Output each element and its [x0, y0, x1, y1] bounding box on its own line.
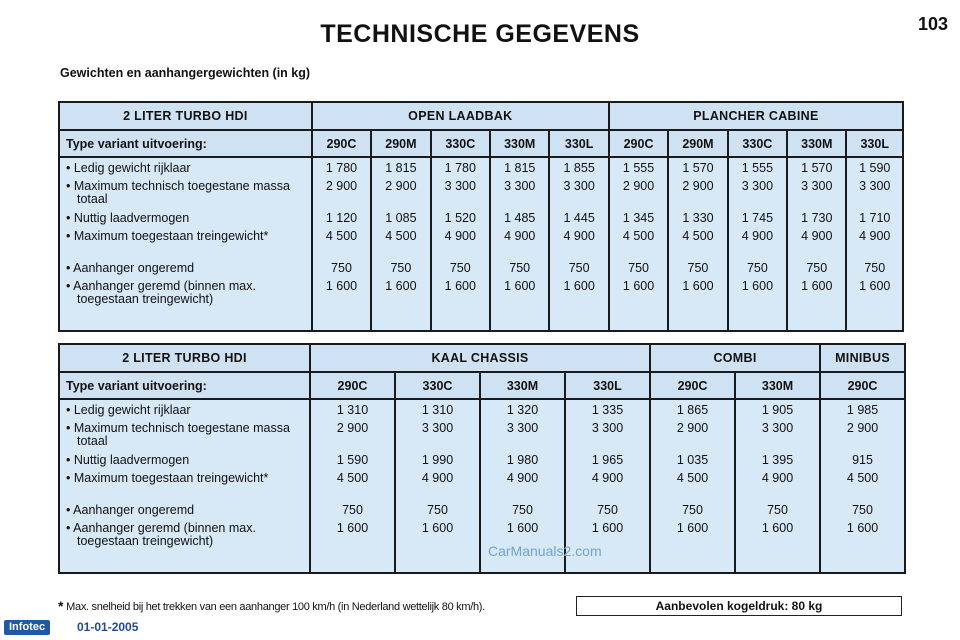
engine-header: 2 LITER TURBO HDI: [59, 344, 310, 372]
row-label: • Nuttig laadvermogen: [66, 453, 190, 467]
column-header: 290C: [820, 372, 905, 399]
value-cell: 4 900: [565, 472, 650, 504]
value-cell: 1 310: [310, 399, 395, 422]
watermark: CarManuals2.com: [488, 543, 602, 559]
value-cell: 4 900: [431, 230, 490, 262]
column-header: 290C: [312, 130, 371, 157]
column-header: 330M: [490, 130, 549, 157]
value-cell: 2 900: [371, 180, 430, 212]
value-cell: 1 600: [728, 280, 787, 331]
value-cell: 1 120: [312, 212, 371, 230]
column-header: 330C: [395, 372, 480, 399]
type-label: Type variant uitvoering:: [59, 372, 310, 399]
table-row: [59, 230, 903, 262]
row-label-cell: [59, 522, 310, 573]
value-cell: 3 300: [395, 422, 480, 454]
value-cell: 1 445: [549, 212, 608, 230]
value-cell: 1 815: [371, 157, 430, 180]
value-cell: 4 500: [668, 230, 727, 262]
column-header: 290M: [668, 130, 727, 157]
value-cell: 1 320: [480, 399, 565, 422]
value-cell: 1 815: [490, 157, 549, 180]
value-cell: 1 905: [735, 399, 820, 422]
row-label-cell: [59, 454, 310, 472]
value-cell: 1 745: [728, 212, 787, 230]
value-cell: 1 590: [846, 157, 903, 180]
value-cell: 4 900: [549, 230, 608, 262]
value-cell: 1 345: [609, 212, 668, 230]
table-row: [59, 157, 903, 180]
value-cell: 750: [312, 262, 371, 280]
value-cell: 1 600: [371, 280, 430, 331]
value-cell: 2 900: [310, 422, 395, 454]
value-cell: 750: [728, 262, 787, 280]
value-cell: 1 570: [787, 157, 846, 180]
value-cell: 1 600: [431, 280, 490, 331]
weights-table-open-laadbak: [58, 101, 904, 332]
value-cell: 4 500: [609, 230, 668, 262]
value-cell: 1 600: [846, 280, 903, 331]
group-header: PLANCHER CABINE: [609, 102, 903, 130]
value-cell: 3 300: [728, 180, 787, 212]
value-cell: 750: [371, 262, 430, 280]
table-row: [59, 280, 903, 331]
value-cell: 750: [565, 504, 650, 522]
row-label: • Maximum technisch toegestane massa totaal: [66, 179, 290, 206]
value-cell: 4 900: [490, 230, 549, 262]
value-cell: 1 865: [650, 399, 735, 422]
footnote-text: Max. snelheid bij het trekken van een aanhanger 100 km/h (in Nederland wettelijk 80 km/h).: [66, 601, 485, 613]
value-cell: 1 570: [668, 157, 727, 180]
column-header: 330L: [565, 372, 650, 399]
value-cell: 4 500: [310, 472, 395, 504]
value-cell: 750: [846, 262, 903, 280]
row-label: • Aanhanger ongeremd: [66, 503, 195, 517]
value-cell: 915: [820, 454, 905, 472]
value-cell: 3 300: [846, 180, 903, 212]
value-cell: 4 500: [650, 472, 735, 504]
row-label: • Aanhanger geremd (binnen max. toegestaan treingewicht): [66, 279, 256, 306]
value-cell: 1 985: [820, 399, 905, 422]
column-header: 290C: [310, 372, 395, 399]
value-cell: 4 900: [846, 230, 903, 262]
infotec-logo: Infotec: [4, 620, 50, 635]
row-label-cell: [59, 422, 310, 454]
value-cell: 750: [395, 504, 480, 522]
row-label-cell: [59, 280, 312, 331]
value-cell: 2 900: [650, 422, 735, 454]
row-label: • Aanhanger ongeremd: [66, 261, 195, 275]
value-cell: 1 520: [431, 212, 490, 230]
row-label-cell: [59, 157, 312, 180]
row-label-cell: [59, 262, 312, 280]
group-header: OPEN LAADBAK: [312, 102, 609, 130]
row-label-cell: [59, 230, 312, 262]
column-header: 330M: [480, 372, 565, 399]
value-cell: 750: [787, 262, 846, 280]
value-cell: 1 600: [609, 280, 668, 331]
value-cell: 750: [549, 262, 608, 280]
value-cell: 3 300: [480, 422, 565, 454]
column-header: 330L: [846, 130, 903, 157]
group-header: COMBI: [650, 344, 820, 372]
type-label: Type variant uitvoering:: [59, 130, 312, 157]
value-cell: 3 300: [431, 180, 490, 212]
value-cell: 2 900: [609, 180, 668, 212]
value-cell: 750: [609, 262, 668, 280]
value-cell: 1 965: [565, 454, 650, 472]
table-row: [59, 504, 905, 522]
value-cell: 1 600: [312, 280, 371, 331]
value-cell: 1 555: [728, 157, 787, 180]
value-cell: 4 900: [728, 230, 787, 262]
value-cell: 4 500: [312, 230, 371, 262]
value-cell: 4 900: [735, 472, 820, 504]
table-row: [59, 522, 905, 573]
value-cell: 1 600: [650, 522, 735, 573]
table-row: [59, 399, 905, 422]
value-cell: 750: [431, 262, 490, 280]
column-header: 330M: [735, 372, 820, 399]
value-cell: 750: [480, 504, 565, 522]
value-cell: 4 900: [395, 472, 480, 504]
group-header: KAAL CHASSIS: [310, 344, 650, 372]
value-cell: 750: [820, 504, 905, 522]
row-label: • Aanhanger geremd (binnen max. toegestaan treingewicht): [66, 521, 256, 548]
row-label: • Ledig gewicht rijklaar: [66, 403, 191, 417]
value-cell: 2 900: [312, 180, 371, 212]
row-label-cell: [59, 504, 310, 522]
value-cell: 750: [650, 504, 735, 522]
value-cell: 750: [668, 262, 727, 280]
value-cell: 1 780: [312, 157, 371, 180]
column-header: 290C: [650, 372, 735, 399]
row-label: • Ledig gewicht rijklaar: [66, 161, 191, 175]
value-cell: 1 330: [668, 212, 727, 230]
row-label-cell: [59, 212, 312, 230]
value-cell: 4 500: [371, 230, 430, 262]
section-subtitle: Gewichten en aanhangergewichten (in kg): [60, 66, 311, 80]
row-label: • Maximum toegestaan treingewicht*: [66, 229, 269, 243]
value-cell: 3 300: [565, 422, 650, 454]
value-cell: 2 900: [668, 180, 727, 212]
column-header: 290C: [609, 130, 668, 157]
footnote-star: *: [58, 598, 64, 614]
kogeldruk-box: Aanbevolen kogeldruk: 80 kg: [576, 596, 902, 616]
footer-date: 01-01-2005: [77, 620, 139, 634]
table-row: [59, 472, 905, 504]
value-cell: 3 300: [787, 180, 846, 212]
value-cell: 1 600: [787, 280, 846, 331]
row-label: • Nuttig laadvermogen: [66, 211, 190, 225]
value-cell: 1 085: [371, 212, 430, 230]
value-cell: 1 335: [565, 399, 650, 422]
column-header: 330C: [728, 130, 787, 157]
row-label: • Maximum technisch toegestane massa totaal: [66, 421, 290, 448]
page-title: TECHNISCHE GEGEVENS: [320, 20, 640, 48]
value-cell: 1 600: [565, 522, 650, 573]
value-cell: 1 555: [609, 157, 668, 180]
table-row: [59, 180, 903, 212]
value-cell: 3 300: [735, 422, 820, 454]
row-label-cell: [59, 472, 310, 504]
weights-table-kaal-chassis: [58, 343, 906, 574]
value-cell: 2 900: [820, 422, 905, 454]
value-cell: 1 710: [846, 212, 903, 230]
value-cell: 1 485: [490, 212, 549, 230]
value-cell: 750: [735, 504, 820, 522]
engine-header: 2 LITER TURBO HDI: [59, 102, 312, 130]
value-cell: 4 500: [820, 472, 905, 504]
row-label-cell: [59, 180, 312, 212]
value-cell: 750: [490, 262, 549, 280]
column-header: 290M: [371, 130, 430, 157]
column-header: 330C: [431, 130, 490, 157]
value-cell: 3 300: [549, 180, 608, 212]
value-cell: 4 900: [787, 230, 846, 262]
page-number: 103: [917, 14, 948, 34]
value-cell: 1 980: [480, 454, 565, 472]
group-header: MINIBUS: [820, 344, 905, 372]
value-cell: 1 600: [735, 522, 820, 573]
value-cell: 750: [310, 504, 395, 522]
table-row: [59, 262, 903, 280]
value-cell: 1 600: [395, 522, 480, 573]
table-row: [59, 422, 905, 454]
value-cell: 1 310: [395, 399, 480, 422]
value-cell: 1 600: [490, 280, 549, 331]
table-row: [59, 454, 905, 472]
value-cell: 1 855: [549, 157, 608, 180]
footnote: [58, 597, 485, 613]
column-header: 330L: [549, 130, 608, 157]
value-cell: 1 730: [787, 212, 846, 230]
column-header: 330M: [787, 130, 846, 157]
table-row: [59, 212, 903, 230]
row-label: • Maximum toegestaan treingewicht*: [66, 471, 269, 485]
value-cell: 1 590: [310, 454, 395, 472]
value-cell: 3 300: [490, 180, 549, 212]
value-cell: 1 600: [549, 280, 608, 331]
value-cell: 1 600: [480, 522, 565, 573]
value-cell: 1 600: [820, 522, 905, 573]
value-cell: 1 780: [431, 157, 490, 180]
value-cell: 4 900: [480, 472, 565, 504]
row-label-cell: [59, 399, 310, 422]
value-cell: 1 035: [650, 454, 735, 472]
value-cell: 1 600: [668, 280, 727, 331]
value-cell: 1 395: [735, 454, 820, 472]
value-cell: 1 990: [395, 454, 480, 472]
value-cell: 1 600: [310, 522, 395, 573]
